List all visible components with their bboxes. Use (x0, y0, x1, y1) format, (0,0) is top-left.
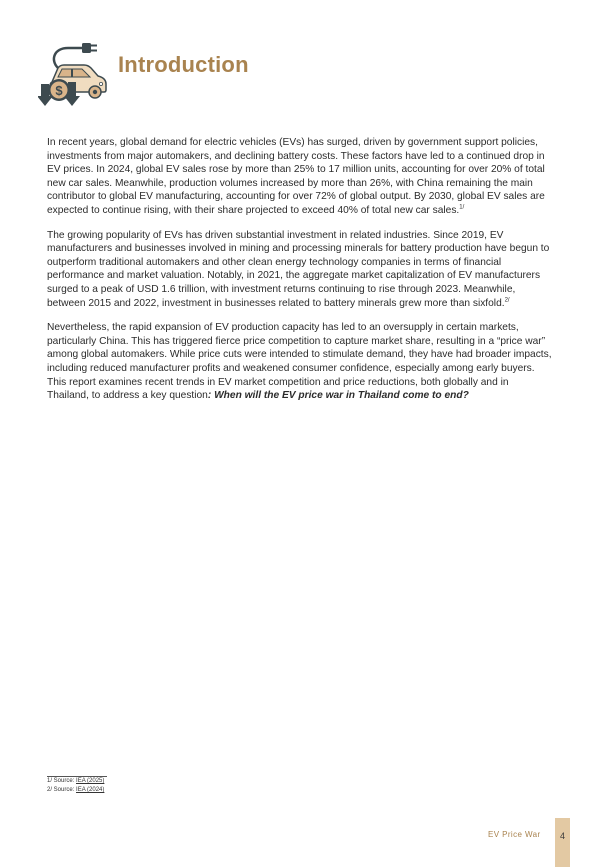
footnote-ref-2[interactable]: 2/ (504, 297, 510, 304)
footnote-1-source-link[interactable]: IEA (2025) (76, 778, 105, 784)
footnotes (47, 777, 104, 795)
page-title: Introduction (118, 52, 249, 77)
footnote-2-source-link[interactable]: IEA (2024) (76, 787, 105, 793)
key-question: : When will the EV price war in Thailand come to end? (207, 390, 469, 402)
footnote-1 (47, 777, 104, 786)
paragraph-2-text: The growing popularity of EVs has driven substantial investment in related industries. Since 2019, EV manufacturers and businesses involved in mining and processing minerals for battery production have begun to outperform traditional automakers and other clean energy technology companies in terms of financial performance and market valuation. Notably, in 2021, the aggregate market capitalization of EV manufacturers surged to a peak of USD 1.6 trillion, with investment returns continuing to rise through 2023. Meanwhile, between 2015 and 2022, investment in businesses related to battery minerals grew more than sixfold. (47, 229, 550, 309)
ev-car-price-icon (38, 38, 110, 110)
paragraph-1 (47, 136, 553, 218)
paragraph-2 (47, 229, 553, 311)
page-number: 4 (555, 818, 570, 867)
footnote-2-label: 2/ Source: (47, 787, 75, 793)
footer-label: EV Price War (488, 830, 541, 839)
svg-text:$: $ (55, 83, 63, 98)
footnote-1-label: 1/ Source: (47, 778, 75, 784)
footnote-ref-1[interactable]: 1/ (459, 204, 465, 211)
paragraph-1-text: In recent years, global demand for electric vehicles (EVs) has surged, driven by government support policies, investments from major automakers, and declining battery costs. These factors have led to a continued drop in EV prices. In 2024, global EV sales rose by more than 25% to 17 million units, accounting for over 20% of total new car sales. Meanwhile, production volumes increased by more than 26%, with China remaining the main contributor to global EV manufacturing, accounting for over 72% of global output. By 2030, global EV sales are expected to continue rising, with their share projected to exceed 40% of total new car sales. (47, 137, 545, 216)
footnote-2 (47, 786, 104, 795)
paragraph-3 (47, 321, 553, 403)
body-text (47, 136, 553, 414)
paragraph-3-text: Nevertheless, the rapid expansion of EV production capacity has led to an oversupply in certain markets, particularly China. This has triggered fierce price competition to capture market share, resulting in a “price war” among global automakers. While price cuts were intended to stimulate demand, they have had broader impacts, including reduced manufacturer profits and weakened consumer confidence, especially among early buyers. This report examines recent trends in EV market competition and price reductions, both globally and in Thailand, to address a key question (47, 322, 552, 402)
